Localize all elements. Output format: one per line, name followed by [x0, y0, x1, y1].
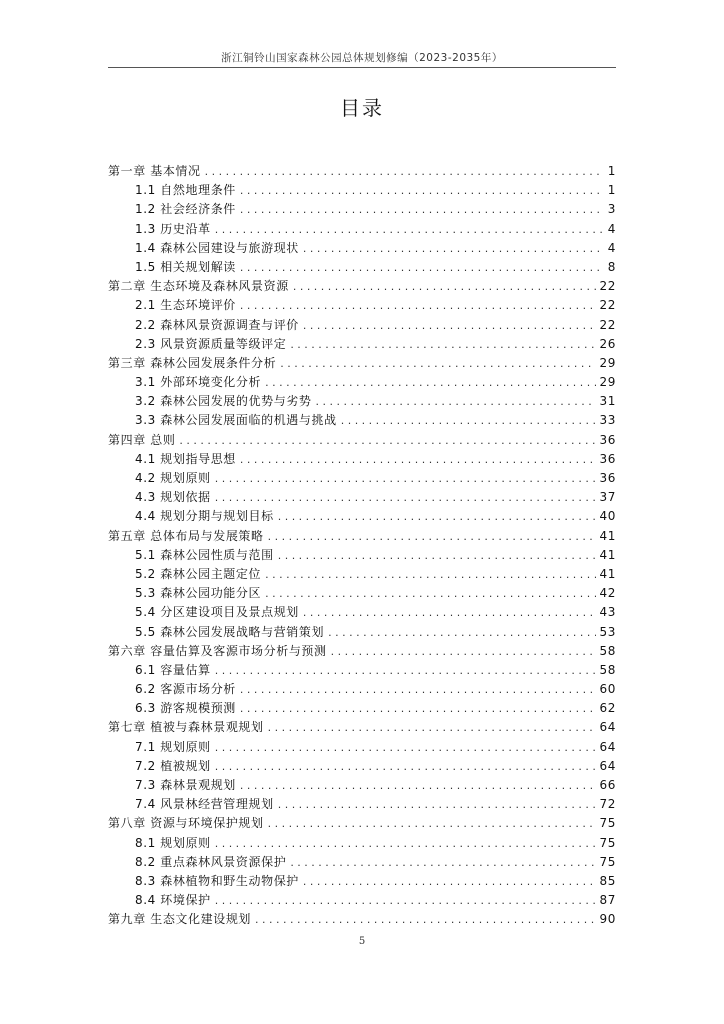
toc-entry-label: 4.4 规划分期与规划目标: [135, 509, 274, 524]
toc-dot-leader: [278, 507, 596, 526]
toc-entry-page: 58: [599, 662, 616, 677]
toc-section-entry[interactable]: [108, 200, 616, 219]
toc-entry-label: 8.1 规划原则: [135, 835, 211, 850]
toc-section-entry[interactable]: [108, 603, 616, 622]
toc-entry-page: 58: [599, 643, 616, 658]
toc-section-entry[interactable]: [108, 872, 616, 891]
toc-chapter-entry[interactable]: [108, 642, 616, 661]
toc-entry-page: 43: [599, 605, 616, 620]
toc-entry-page: 33: [599, 413, 616, 428]
toc-entry-page: 41: [599, 566, 616, 581]
toc-entry-page: 4: [607, 240, 616, 255]
toc-entry-label: 7.2 植被规划: [135, 758, 211, 773]
toc-dot-leader: [205, 162, 604, 181]
toc-section-entry[interactable]: [108, 316, 616, 335]
toc-entry-page: 3: [607, 202, 616, 217]
toc-entry-page: 87: [599, 893, 616, 908]
toc-section-entry[interactable]: [108, 296, 616, 315]
toc-dot-leader: [268, 527, 596, 546]
toc-entry-page: 31: [599, 394, 616, 409]
toc-entry-label: 5.3 森林公园功能分区: [135, 586, 262, 601]
toc-entry-label: 4.1 规划指导思想: [135, 451, 236, 466]
toc-dot-leader: [265, 565, 595, 584]
toc-dot-leader: [240, 181, 604, 200]
toc-entry-label: 第一章 基本情况: [108, 164, 201, 178]
toc-dot-leader: [280, 354, 595, 373]
toc-dot-leader: [215, 469, 596, 488]
toc-dot-leader: [265, 584, 595, 603]
table-of-contents: [108, 162, 616, 930]
toc-entry-page: 42: [599, 586, 616, 601]
toc-section-entry[interactable]: [108, 392, 616, 411]
toc-entry-page: 41: [599, 528, 616, 543]
toc-section-entry[interactable]: [108, 757, 616, 776]
toc-section-entry[interactable]: [108, 623, 616, 642]
toc-section-entry[interactable]: [108, 661, 616, 680]
toc-dot-leader: [303, 603, 596, 622]
toc-entry-label: 1.5 相关规划解读: [135, 259, 236, 274]
toc-dot-leader: [215, 661, 596, 680]
toc-entry-label: 5.2 森林公园主题定位: [135, 566, 262, 581]
toc-section-entry[interactable]: [108, 181, 616, 200]
toc-entry-label: 3.3 森林公园发展面临的机遇与挑战: [135, 413, 337, 428]
toc-section-entry[interactable]: [108, 584, 616, 603]
toc-entry-page: 36: [599, 432, 616, 447]
toc-entry-label: 1.3 历史沿革: [135, 221, 211, 236]
toc-dot-leader: [331, 642, 596, 661]
toc-entry-page: 1: [607, 183, 616, 198]
toc-entry-label: 7.1 规划原则: [135, 739, 211, 754]
toc-dot-leader: [278, 546, 596, 565]
toc-section-entry[interactable]: [108, 776, 616, 795]
toc-entry-label: 第五章 总体布局与发展策略: [108, 528, 264, 543]
toc-section-entry[interactable]: [108, 488, 616, 507]
toc-dot-leader: [240, 776, 596, 795]
toc-dot-leader: [303, 872, 596, 891]
toc-dot-leader: [215, 488, 596, 507]
running-header: 浙江铜铃山国家森林公园总体规划修编（2023-2035年）: [221, 52, 503, 64]
toc-chapter-entry[interactable]: [108, 527, 616, 546]
toc-entry-label: 2.1 生态环境评价: [135, 298, 236, 313]
toc-entry-label: 第六章 容量估算及客源市场分析与预测: [108, 643, 327, 658]
toc-section-entry[interactable]: [108, 411, 616, 430]
toc-section-entry[interactable]: [108, 220, 616, 239]
toc-section-entry[interactable]: [108, 546, 616, 565]
toc-entry-label: 8.2 重点森林风景资源保护: [135, 854, 287, 869]
toc-section-entry[interactable]: [108, 834, 616, 853]
toc-chapter-entry[interactable]: [108, 910, 616, 929]
toc-entry-page: 40: [599, 509, 616, 524]
toc-section-entry[interactable]: [108, 738, 616, 757]
toc-entry-label: 7.3 森林景观规划: [135, 778, 236, 792]
toc-dot-leader: [316, 392, 596, 411]
toc-entry-label: 2.3 风景资源质量等级评定: [135, 336, 287, 351]
toc-dot-leader: [215, 738, 596, 757]
toc-chapter-entry[interactable]: [108, 431, 616, 450]
toc-chapter-entry[interactable]: [108, 718, 616, 737]
toc-entry-page: 53: [599, 624, 616, 639]
toc-entry-label: 1.2 社会经济条件: [135, 202, 236, 217]
toc-entry-label: 8.3 森林植物和野生动物保护: [135, 873, 299, 888]
toc-entry-label: 2.2 森林风景资源调查与评价: [135, 317, 299, 332]
toc-dot-leader: [215, 834, 596, 853]
toc-section-entry[interactable]: [108, 335, 616, 354]
toc-entry-page: 22: [599, 279, 616, 294]
toc-dot-leader: [179, 431, 595, 450]
toc-entry-label: 7.4 风景林经营管理规划: [135, 797, 274, 812]
toc-entry-page: 64: [599, 720, 616, 735]
toc-entry-page: 36: [599, 451, 616, 466]
toc-dot-leader: [303, 239, 604, 258]
toc-chapter-entry[interactable]: [108, 354, 616, 373]
toc-entry-label: 3.2 森林公园发展的优势与劣势: [135, 394, 312, 409]
toc-entry-page: 85: [599, 873, 616, 888]
toc-entry-page: 29: [599, 355, 616, 370]
toc-section-entry[interactable]: [108, 680, 616, 699]
toc-entry-page: 22: [599, 298, 616, 313]
toc-entry-page: 75: [599, 816, 616, 831]
toc-dot-leader: [268, 718, 596, 737]
toc-entry-page: 72: [599, 797, 616, 812]
toc-dot-leader: [255, 910, 596, 929]
toc-dot-leader: [240, 200, 604, 219]
toc-entry-page: 1: [607, 164, 616, 178]
toc-entry-page: 64: [599, 739, 616, 754]
toc-entry-label: 5.1 森林公园性质与范围: [135, 547, 274, 562]
toc-entry-label: 6.2 客源市场分析: [135, 682, 236, 697]
toc-section-entry[interactable]: [108, 795, 616, 814]
toc-dot-leader: [240, 699, 596, 718]
toc-section-entry[interactable]: [108, 469, 616, 488]
toc-dot-leader: [215, 757, 596, 776]
toc-entry-label: 6.1 容量估算: [135, 662, 211, 677]
toc-entry-label: 3.1 外部环境变化分析: [135, 375, 262, 390]
toc-chapter-entry[interactable]: [108, 162, 616, 181]
toc-dot-leader: [215, 220, 604, 239]
toc-entry-page: 29: [599, 375, 616, 390]
toc-dot-leader: [240, 296, 596, 315]
toc-section-entry[interactable]: [108, 891, 616, 910]
toc-dot-leader: [341, 411, 596, 430]
toc-entry-label: 第三章 森林公园发展条件分析: [108, 355, 277, 370]
toc-entry-page: 4: [607, 221, 616, 236]
toc-dot-leader: [268, 814, 596, 833]
toc-entry-label: 第七章 植被与森林景观规划: [108, 720, 264, 735]
page-title: 目录: [340, 96, 384, 120]
toc-entry-page: 66: [599, 778, 616, 792]
toc-dot-leader: [293, 277, 596, 296]
toc-entry-label: 第二章 生态环境及森林风景资源: [108, 279, 289, 294]
toc-section-entry[interactable]: [108, 565, 616, 584]
toc-entry-label: 第九章 生态文化建设规划: [108, 912, 252, 927]
toc-dot-leader: [328, 623, 595, 642]
toc-entry-label: 5.5 森林公园发展战略与营销策划: [135, 624, 325, 639]
toc-entry-page: 26: [599, 336, 616, 351]
toc-entry-page: 36: [599, 471, 616, 485]
toc-section-entry[interactable]: [108, 258, 616, 277]
toc-entry-page: 37: [599, 490, 616, 505]
toc-chapter-entry[interactable]: [108, 277, 616, 296]
toc-entry-label: 1.1 自然地理条件: [135, 183, 236, 198]
toc-section-entry[interactable]: [108, 239, 616, 258]
toc-entry-label: 4.3 规划依据: [135, 490, 211, 505]
toc-entry-page: 60: [599, 682, 616, 697]
toc-entry-page: 62: [599, 701, 616, 716]
toc-dot-leader: [240, 680, 596, 699]
toc-section-entry[interactable]: [108, 699, 616, 718]
toc-entry-page: 90: [599, 912, 616, 927]
toc-entry-page: 75: [599, 854, 616, 869]
toc-dot-leader: [265, 373, 595, 392]
toc-entry-label: 第四章 总则: [108, 432, 176, 447]
toc-entry-page: 75: [599, 835, 616, 850]
toc-entry-page: 41: [599, 547, 616, 562]
toc-dot-leader: [240, 450, 596, 469]
page-number: 5: [358, 936, 366, 947]
toc-chapter-entry[interactable]: [108, 814, 616, 833]
toc-dot-leader: [290, 335, 595, 354]
toc-dot-leader: [215, 891, 596, 910]
toc-entry-label: 6.3 游客规模预测: [135, 701, 236, 716]
toc-entry-label: 5.4 分区建设项目及景点规划: [135, 605, 299, 620]
header-rule: [108, 67, 616, 68]
toc-entry-page: 22: [599, 317, 616, 332]
toc-dot-leader: [290, 853, 595, 872]
toc-section-entry[interactable]: [108, 507, 616, 526]
toc-entry-label: 8.4 环境保护: [135, 893, 211, 908]
toc-entry-label: 第八章 资源与环境保护规划: [108, 816, 264, 831]
toc-section-entry[interactable]: [108, 373, 616, 392]
toc-section-entry[interactable]: [108, 853, 616, 872]
toc-entry-label: 4.2 规划原则: [135, 471, 211, 485]
toc-entry-label: 1.4 森林公园建设与旅游现状: [135, 240, 299, 255]
toc-entry-page: 64: [599, 758, 616, 773]
toc-dot-leader: [303, 316, 596, 335]
toc-section-entry[interactable]: [108, 450, 616, 469]
toc-dot-leader: [278, 795, 596, 814]
toc-dot-leader: [240, 258, 604, 277]
toc-entry-page: 8: [607, 259, 616, 274]
